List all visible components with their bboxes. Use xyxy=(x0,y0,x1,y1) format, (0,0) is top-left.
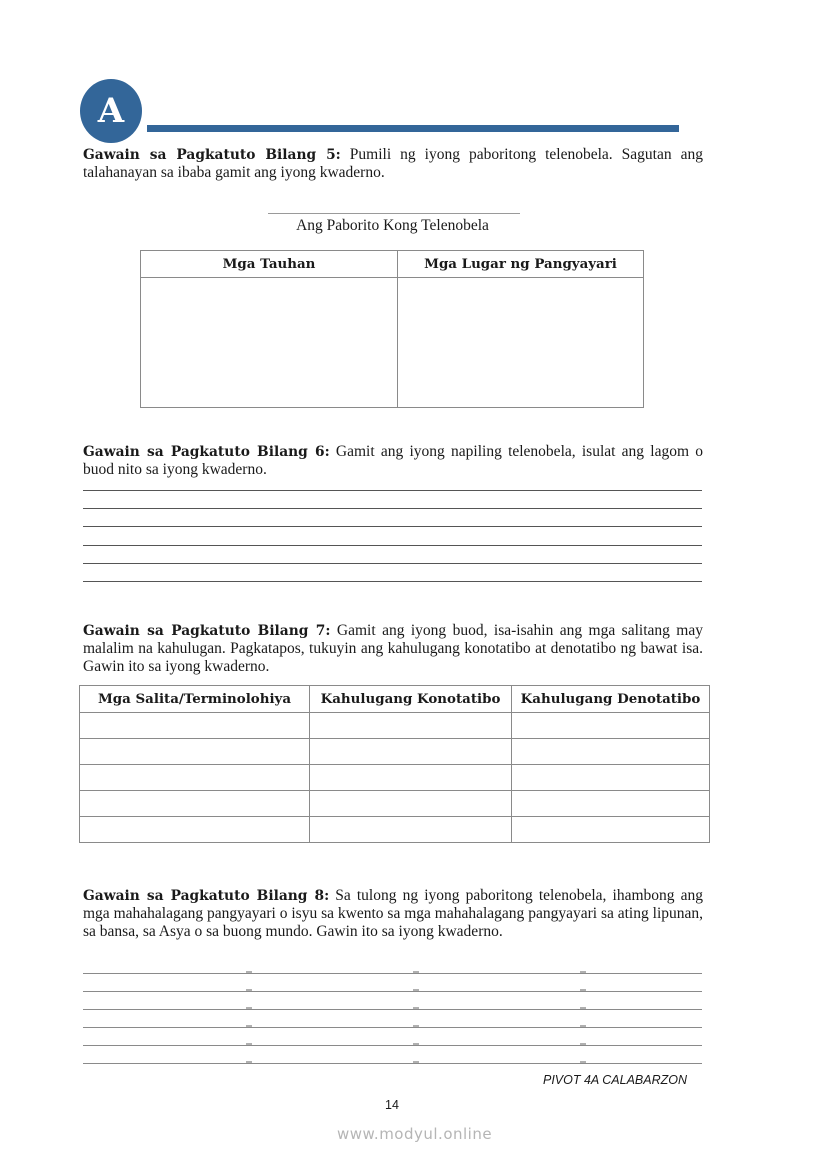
line-tick-mark xyxy=(413,1025,419,1027)
writing-line[interactable] xyxy=(83,563,702,564)
table-cell-denotatibo[interactable] xyxy=(512,817,710,843)
table-cell-denotatibo[interactable] xyxy=(512,713,710,739)
line-tick-mark xyxy=(246,1061,252,1063)
line-tick-mark xyxy=(413,971,419,973)
writing-line[interactable] xyxy=(83,1027,702,1028)
line-tick-mark xyxy=(580,971,586,973)
table-cell-konotatibo[interactable] xyxy=(310,739,512,765)
table-cell-salita[interactable] xyxy=(80,765,310,791)
line-tick-mark xyxy=(413,989,419,991)
table-title-line xyxy=(268,213,520,214)
activity-7-label: Gawain sa Pagkatuto Bilang 7: xyxy=(83,623,331,639)
line-tick-mark xyxy=(580,1007,586,1009)
activity-8-instructions xyxy=(83,887,703,941)
table-cell-lugar[interactable] xyxy=(398,278,644,408)
line-tick-mark xyxy=(413,1061,419,1063)
line-tick-mark xyxy=(580,1043,586,1045)
activity-7-text: Gamit ang iyong buod, isa-isahin ang mga salitang may malalim na kahulugan. Pagkatapos, tukuyin ang kahulugang konotatibo at denotatibo ng bawat isa. Gawin ito sa iyong kwaderno. xyxy=(83,622,703,675)
line-tick-mark xyxy=(580,989,586,991)
section-badge xyxy=(80,79,142,143)
writing-line[interactable] xyxy=(83,991,702,992)
table-row xyxy=(80,817,710,843)
writing-line[interactable] xyxy=(83,545,702,546)
writing-line[interactable] xyxy=(83,973,702,974)
line-tick-mark xyxy=(413,1043,419,1045)
footer-brand: PIVOT 4A CALABARZON xyxy=(543,1073,688,1087)
table-header-row xyxy=(141,251,644,278)
writing-line[interactable] xyxy=(83,508,702,509)
table-cell-konotatibo[interactable] xyxy=(310,765,512,791)
table-cell-tauhan[interactable] xyxy=(141,278,398,408)
header-denotatibo: Kahulugang Denotatibo xyxy=(512,686,710,713)
table-cell-salita[interactable] xyxy=(80,713,310,739)
activity-5-label: Gawain sa Pagkatuto Bilang 5: xyxy=(83,147,341,163)
line-tick-mark xyxy=(580,1061,586,1063)
table-cell-salita[interactable] xyxy=(80,817,310,843)
header-tauhan: Mga Tauhan xyxy=(141,251,398,278)
line-tick-mark xyxy=(246,1007,252,1009)
writing-line[interactable] xyxy=(83,1009,702,1010)
table-cell-salita[interactable] xyxy=(80,739,310,765)
writing-line[interactable] xyxy=(83,1063,702,1064)
activity-5-text: Pumili ng iyong paboritong telenobela. Sagutan ang talahanayan sa ibaba gamit ang iyong kwaderno. xyxy=(83,146,703,181)
page-number: 14 xyxy=(385,1098,399,1112)
section-divider-bar xyxy=(147,125,679,132)
table-cell-denotatibo[interactable] xyxy=(512,739,710,765)
activity-8-text: Sa tulong ng iyong paboritong telenobela, ihambong ang mga mahahalagang pangyayari o isyu sa kwento sa mga mahahalagang pangyayari sa ating lipunan, sa bansa, sa Asya o sa buong mundo. Gawin ito sa iyong kwaderno. xyxy=(83,887,703,940)
favorite-telenovela-table xyxy=(140,250,644,408)
table-header-row xyxy=(80,686,710,713)
table-row xyxy=(80,739,710,765)
table-title: Ang Paborito Kong Telenobela xyxy=(296,217,489,234)
line-tick-mark xyxy=(246,1025,252,1027)
table-cell-denotatibo[interactable] xyxy=(512,791,710,817)
line-tick-mark xyxy=(246,1043,252,1045)
line-tick-mark xyxy=(580,1025,586,1027)
activity-6-text: Gamit ang iyong napiling telenobela, isulat ang lagom o buod nito sa iyong kwaderno. xyxy=(83,443,703,478)
table-cell-denotatibo[interactable] xyxy=(512,765,710,791)
header-konotatibo: Kahulugang Konotatibo xyxy=(310,686,512,713)
table-row xyxy=(80,791,710,817)
header-salita: Mga Salita/Terminolohiya xyxy=(80,686,310,713)
activity-7-instructions xyxy=(83,622,703,676)
section-letter: A xyxy=(97,91,125,131)
watermark: www.modyul.online xyxy=(337,1125,493,1143)
activity-6-label: Gawain sa Pagkatuto Bilang 6: xyxy=(83,444,330,460)
table-cell-konotatibo[interactable] xyxy=(310,713,512,739)
activity-8-label: Gawain sa Pagkatuto Bilang 8: xyxy=(83,888,330,904)
header-lugar: Mga Lugar ng Pangyayari xyxy=(398,251,644,278)
table-row xyxy=(80,713,710,739)
activity-5-instructions xyxy=(83,146,703,182)
activity-6-instructions xyxy=(83,443,703,479)
word-meaning-table xyxy=(79,685,710,843)
writing-line[interactable] xyxy=(83,581,702,582)
writing-line[interactable] xyxy=(83,490,702,491)
line-tick-mark xyxy=(246,971,252,973)
table-cell-konotatibo[interactable] xyxy=(310,817,512,843)
writing-line[interactable] xyxy=(83,526,702,527)
line-tick-mark xyxy=(413,1007,419,1009)
table-cell-salita[interactable] xyxy=(80,791,310,817)
writing-line[interactable] xyxy=(83,1045,702,1046)
line-tick-mark xyxy=(246,989,252,991)
table-cell-konotatibo[interactable] xyxy=(310,791,512,817)
table-row xyxy=(141,278,644,408)
table-row xyxy=(80,765,710,791)
